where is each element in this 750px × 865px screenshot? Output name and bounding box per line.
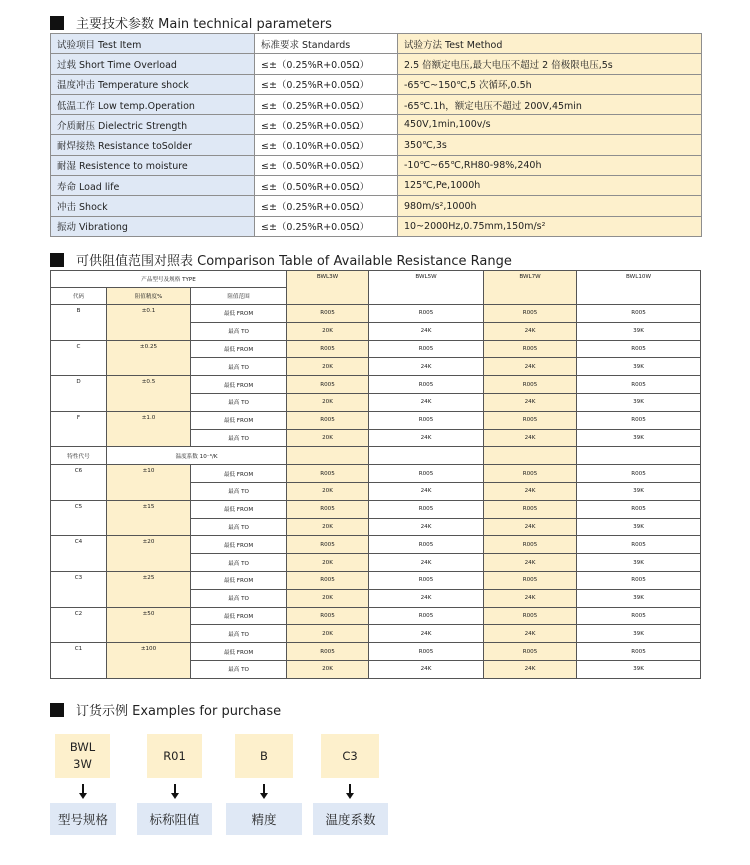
to-label: 最高 TO bbox=[191, 358, 287, 376]
from-value: R005 bbox=[287, 465, 369, 483]
order-label-box: 型号规格 bbox=[50, 803, 116, 835]
group-value: ±0.5 bbox=[107, 376, 191, 412]
group-code: B bbox=[51, 305, 107, 341]
to-value: 39K bbox=[577, 625, 701, 643]
tech-cell: ≤±（0.25%R+0.05Ω） bbox=[255, 74, 398, 94]
tech-cell: ≤±（0.25%R+0.05Ω） bbox=[255, 54, 398, 74]
tech-row bbox=[51, 216, 702, 236]
subheader-cell: 阻值范围 bbox=[191, 288, 287, 305]
to-value: 39K bbox=[577, 518, 701, 536]
square-bullet-icon bbox=[50, 16, 64, 30]
to-value: 20K bbox=[287, 322, 369, 340]
to-label: 最高 TO bbox=[191, 322, 287, 340]
from-value: R005 bbox=[577, 571, 701, 589]
tech-cell: ≤±（0.25%R+0.05Ω） bbox=[255, 196, 398, 216]
to-value: 24K bbox=[369, 322, 484, 340]
from-value: R005 bbox=[287, 500, 369, 518]
to-value: 39K bbox=[577, 393, 701, 411]
from-value: R005 bbox=[287, 411, 369, 429]
from-value: R005 bbox=[484, 376, 577, 394]
range-from-row bbox=[51, 500, 701, 518]
range-from-row bbox=[51, 607, 701, 625]
comparison-title-text: 可供阻值范围对照表 Comparison Table of Available Resistance Range bbox=[76, 254, 512, 269]
group-code: F bbox=[51, 411, 107, 447]
to-value: 20K bbox=[287, 358, 369, 376]
from-value: R005 bbox=[577, 607, 701, 625]
from-label: 最低 FROM bbox=[191, 340, 287, 358]
tech-cell: 冲击 Shock bbox=[51, 196, 255, 216]
tech-header-cell: 试验项目 Test Item bbox=[51, 34, 255, 54]
to-value: 24K bbox=[369, 660, 484, 678]
temp-header-coef: 温度系数 10⁻⁶/K bbox=[107, 447, 287, 465]
tech-title-text: 主要技术参数 Main technical parameters bbox=[76, 17, 332, 32]
from-value: R005 bbox=[484, 607, 577, 625]
tech-cell: 寿命 Load life bbox=[51, 176, 255, 196]
comparison-table bbox=[50, 270, 701, 679]
tech-cell: 450V,1min,100v/s bbox=[398, 115, 702, 135]
to-value: 20K bbox=[287, 518, 369, 536]
comparison-section-title bbox=[50, 250, 512, 269]
tech-cell: -65℃~150℃,5 次循环,0.5h bbox=[398, 74, 702, 94]
empty-cell bbox=[369, 447, 484, 465]
to-value: 24K bbox=[369, 554, 484, 572]
range-from-row bbox=[51, 643, 701, 661]
tech-cell: 350℃,3s bbox=[398, 135, 702, 155]
from-value: R005 bbox=[369, 500, 484, 518]
tech-cell: -10℃~65℃,RH80-98%,240h bbox=[398, 155, 702, 175]
tech-header-row bbox=[51, 34, 702, 54]
group-value: ±1.0 bbox=[107, 411, 191, 447]
group-value: ±15 bbox=[107, 500, 191, 536]
tech-row bbox=[51, 54, 702, 74]
tech-row bbox=[51, 74, 702, 94]
order-code-box: R01 bbox=[147, 734, 202, 778]
from-value: R005 bbox=[577, 376, 701, 394]
group-value: ±25 bbox=[107, 571, 191, 607]
empty-cell bbox=[484, 447, 577, 465]
group-code: C4 bbox=[51, 536, 107, 572]
tech-cell: ≤±（0.50%R+0.05Ω） bbox=[255, 176, 398, 196]
from-value: R005 bbox=[577, 340, 701, 358]
tech-row bbox=[51, 115, 702, 135]
from-value: R005 bbox=[369, 411, 484, 429]
empty-cell bbox=[577, 447, 701, 465]
from-label: 最低 FROM bbox=[191, 376, 287, 394]
from-label: 最低 FROM bbox=[191, 607, 287, 625]
from-value: R005 bbox=[369, 376, 484, 394]
tech-cell: 耐焊接热 Resistance toSolder bbox=[51, 135, 255, 155]
tech-cell: 10~2000Hz,0.75mm,150m/s² bbox=[398, 216, 702, 236]
order-label-box: 温度系数 bbox=[313, 803, 388, 835]
group-code: C1 bbox=[51, 643, 107, 679]
tech-cell: 低温工作 Low temp.Operation bbox=[51, 94, 255, 114]
tech-cell: -65℃.1h，额定电压不超过 200V,45min bbox=[398, 94, 702, 114]
from-value: R005 bbox=[287, 536, 369, 554]
from-value: R005 bbox=[369, 305, 484, 323]
from-value: R005 bbox=[484, 643, 577, 661]
to-value: 24K bbox=[484, 518, 577, 536]
tech-cell: ≤±（0.50%R+0.05Ω） bbox=[255, 155, 398, 175]
tech-cell: ≤±（0.25%R+0.05Ω） bbox=[255, 94, 398, 114]
from-label: 最低 FROM bbox=[191, 643, 287, 661]
tech-cell: 2.5 倍额定电压,最大电压不超过 2 倍极限电压,5s bbox=[398, 54, 702, 74]
order-code-box: BWL 3W bbox=[55, 734, 110, 778]
arrow-head-icon bbox=[171, 793, 179, 799]
to-value: 24K bbox=[484, 322, 577, 340]
from-value: R005 bbox=[577, 305, 701, 323]
to-value: 20K bbox=[287, 625, 369, 643]
tech-section-title bbox=[50, 13, 332, 32]
to-value: 39K bbox=[577, 554, 701, 572]
from-label: 最低 FROM bbox=[191, 536, 287, 554]
from-value: R005 bbox=[484, 340, 577, 358]
to-value: 39K bbox=[577, 358, 701, 376]
to-value: 20K bbox=[287, 482, 369, 500]
from-value: R005 bbox=[369, 607, 484, 625]
to-value: 39K bbox=[577, 589, 701, 607]
square-bullet-icon bbox=[50, 253, 64, 267]
model-header: BWL3W bbox=[287, 271, 369, 305]
from-value: R005 bbox=[484, 500, 577, 518]
model-header: BWL10W bbox=[577, 271, 701, 305]
from-value: R005 bbox=[484, 465, 577, 483]
to-value: 24K bbox=[484, 589, 577, 607]
to-value: 20K bbox=[287, 554, 369, 572]
from-value: R005 bbox=[369, 536, 484, 554]
group-code: C bbox=[51, 340, 107, 376]
to-value: 20K bbox=[287, 660, 369, 678]
subheader-cell: 阻值精度% bbox=[107, 288, 191, 305]
range-from-row bbox=[51, 465, 701, 483]
to-value: 24K bbox=[369, 518, 484, 536]
from-value: R005 bbox=[577, 643, 701, 661]
order-section-title bbox=[50, 700, 281, 719]
tech-row bbox=[51, 155, 702, 175]
range-from-row bbox=[51, 411, 701, 429]
arrow-head-icon bbox=[260, 793, 268, 799]
from-value: R005 bbox=[369, 643, 484, 661]
group-value: ±0.25 bbox=[107, 340, 191, 376]
to-value: 20K bbox=[287, 589, 369, 607]
tech-row bbox=[51, 94, 702, 114]
order-code-box: B bbox=[235, 734, 293, 778]
to-value: 20K bbox=[287, 429, 369, 447]
group-value: ±50 bbox=[107, 607, 191, 643]
order-label-box: 标称阻值 bbox=[137, 803, 212, 835]
group-code: C5 bbox=[51, 500, 107, 536]
to-value: 24K bbox=[484, 554, 577, 572]
to-value: 24K bbox=[369, 482, 484, 500]
from-value: R005 bbox=[577, 411, 701, 429]
from-value: R005 bbox=[484, 571, 577, 589]
to-value: 24K bbox=[369, 358, 484, 376]
tech-row bbox=[51, 135, 702, 155]
tech-cell: 介质耐压 Dielectric Strength bbox=[51, 115, 255, 135]
range-from-row bbox=[51, 536, 701, 554]
tech-cell: 耐湿 Resistence to moisture bbox=[51, 155, 255, 175]
model-header: BWL5W bbox=[369, 271, 484, 305]
arrow-head-icon bbox=[346, 793, 354, 799]
from-value: R005 bbox=[484, 411, 577, 429]
range-from-row bbox=[51, 571, 701, 589]
group-value: ±100 bbox=[107, 643, 191, 679]
tech-parameters-table bbox=[50, 33, 702, 237]
to-value: 24K bbox=[484, 482, 577, 500]
to-label: 最高 TO bbox=[191, 554, 287, 572]
group-code: C3 bbox=[51, 571, 107, 607]
arrow-head-icon bbox=[79, 793, 87, 799]
range-from-row bbox=[51, 340, 701, 358]
to-value: 39K bbox=[577, 660, 701, 678]
tech-cell: 振动 Vibrationg bbox=[51, 216, 255, 236]
from-value: R005 bbox=[369, 465, 484, 483]
comparison-type-row bbox=[51, 271, 701, 288]
temp-header-code: 特性代号 bbox=[51, 447, 107, 465]
to-value: 24K bbox=[484, 625, 577, 643]
order-label-box: 精度 bbox=[226, 803, 302, 835]
from-value: R005 bbox=[287, 340, 369, 358]
type-header: 产品型号及规格 TYPE bbox=[51, 271, 287, 288]
from-label: 最低 FROM bbox=[191, 500, 287, 518]
to-value: 24K bbox=[484, 660, 577, 678]
from-value: R005 bbox=[287, 571, 369, 589]
tech-row bbox=[51, 196, 702, 216]
to-label: 最高 TO bbox=[191, 482, 287, 500]
from-label: 最低 FROM bbox=[191, 465, 287, 483]
group-value: ±0.1 bbox=[107, 305, 191, 341]
to-value: 39K bbox=[577, 482, 701, 500]
tech-cell: 980m/s²,1000h bbox=[398, 196, 702, 216]
to-value: 24K bbox=[484, 358, 577, 376]
tech-cell: 温度冲击 Temperature shock bbox=[51, 74, 255, 94]
to-value: 24K bbox=[369, 625, 484, 643]
group-code: C2 bbox=[51, 607, 107, 643]
tech-row bbox=[51, 176, 702, 196]
square-bullet-icon bbox=[50, 703, 64, 717]
from-label: 最低 FROM bbox=[191, 411, 287, 429]
to-value: 24K bbox=[369, 429, 484, 447]
to-value: 24K bbox=[369, 393, 484, 411]
to-value: 20K bbox=[287, 393, 369, 411]
from-value: R005 bbox=[577, 465, 701, 483]
tech-cell: 125℃,Pe,1000h bbox=[398, 176, 702, 196]
to-value: 39K bbox=[577, 429, 701, 447]
group-code: C6 bbox=[51, 465, 107, 501]
from-value: R005 bbox=[369, 571, 484, 589]
to-label: 最高 TO bbox=[191, 393, 287, 411]
group-value: ±20 bbox=[107, 536, 191, 572]
from-value: R005 bbox=[369, 340, 484, 358]
tech-cell: ≤±（0.10%R+0.05Ω） bbox=[255, 135, 398, 155]
tech-header-cell: 标准要求 Standards bbox=[255, 34, 398, 54]
temp-header-row bbox=[51, 447, 701, 465]
tech-cell: 过载 Short Time Overload bbox=[51, 54, 255, 74]
from-label: 最低 FROM bbox=[191, 305, 287, 323]
empty-cell bbox=[287, 447, 369, 465]
to-value: 39K bbox=[577, 322, 701, 340]
to-label: 最高 TO bbox=[191, 625, 287, 643]
from-value: R005 bbox=[287, 305, 369, 323]
to-value: 24K bbox=[369, 589, 484, 607]
order-code-box: C3 bbox=[321, 734, 379, 778]
from-value: R005 bbox=[577, 500, 701, 518]
tech-header-cell: 试验方法 Test Method bbox=[398, 34, 702, 54]
order-title-text: 订货示例 Examples for purchase bbox=[76, 704, 282, 719]
group-code: D bbox=[51, 376, 107, 412]
tech-cell: ≤±（0.25%R+0.05Ω） bbox=[255, 115, 398, 135]
from-value: R005 bbox=[287, 643, 369, 661]
from-label: 最低 FROM bbox=[191, 571, 287, 589]
to-value: 24K bbox=[484, 393, 577, 411]
to-label: 最高 TO bbox=[191, 589, 287, 607]
model-header: BWL7W bbox=[484, 271, 577, 305]
tech-cell: ≤±（0.25%R+0.05Ω） bbox=[255, 216, 398, 236]
from-value: R005 bbox=[484, 305, 577, 323]
range-from-row bbox=[51, 305, 701, 323]
to-label: 最高 TO bbox=[191, 518, 287, 536]
from-value: R005 bbox=[287, 607, 369, 625]
to-value: 24K bbox=[484, 429, 577, 447]
to-label: 最高 TO bbox=[191, 429, 287, 447]
from-value: R005 bbox=[287, 376, 369, 394]
from-value: R005 bbox=[577, 536, 701, 554]
to-label: 最高 TO bbox=[191, 660, 287, 678]
range-from-row bbox=[51, 376, 701, 394]
subheader-cell: 代码 bbox=[51, 288, 107, 305]
from-value: R005 bbox=[484, 536, 577, 554]
group-value: ±10 bbox=[107, 465, 191, 501]
